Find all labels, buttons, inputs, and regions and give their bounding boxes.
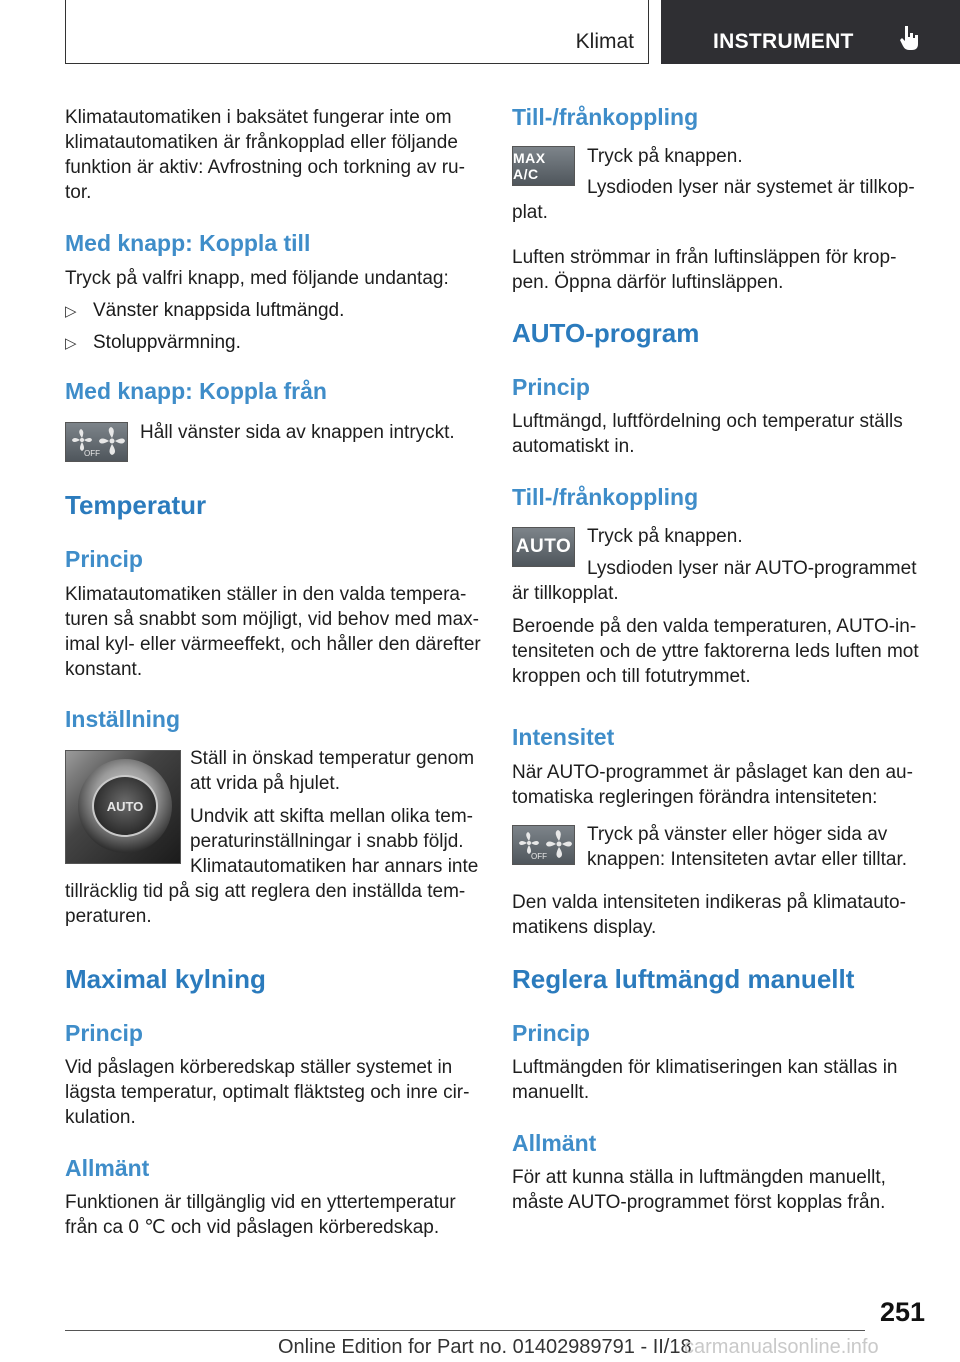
manual-princip-line-1: Luftmängden för klimatiseringen kan ställas in [512,1057,898,1078]
till1-line-1: Tryck på knappen. [587,146,743,167]
till2-line-5: tensiteten och de yttre faktorerna leds luften mot [512,641,919,662]
bullet-item: ▷ Vänster knappsida luftmängd. [65,298,344,324]
knob-auto-label: AUTO [92,775,158,837]
manual-allmant-line-1: För att kunna ställa in luftmängden manuellt, [512,1167,886,1188]
install-line-5: Klimatautomatiken har annars inte [190,856,479,877]
manual-allmant-line-2: måste AUTO-programmet först kopplas från. [512,1192,886,1213]
bullet-item: ▷ Stoluppvärmning. [65,330,241,356]
koppla-fran-text: Håll vänster sida av knappen intryckt. [140,422,455,443]
princip2-line-1: Vid påslagen körberedskap ställer systemet in [65,1057,453,1078]
till2-line-1: Tryck på knappen. [587,526,743,547]
install-line-6: tillräcklig tid på sig att reglera den inställda tem- [65,881,466,902]
heading-reglera-luftmangd: Reglera luftmängd manuellt [512,964,855,994]
page-number: 251 [879,1297,925,1327]
max-ac-label: MAX A/C [513,150,546,182]
till1-line-2: Lysdioden lyser när systemet är tillkop- [587,177,915,198]
auto-princip-line-2: automatiskt in. [512,436,635,457]
intens-btn-line-1: Tryck på vänster eller höger sida av [587,824,888,845]
allmant-line-2: från ca 0 ℃ och vid påslagen körberedskap. [65,1217,440,1238]
heading-temperatur: Temperatur [65,490,207,520]
allmant-line-1: Funktionen är tillgänglig vid en yttertemperatur [65,1192,456,1213]
till2-line-6: kroppen och till fotutrymmet. [512,666,751,687]
manual-princip-line-2: manuellt. [512,1082,590,1103]
till2-line-3: är tillkopplat. [512,583,619,604]
header-section-box [65,0,649,64]
heading-auto-program: AUTO-program [512,318,700,348]
bullet-triangle-icon: ▷ [65,335,77,352]
till2-line-4: Beroende på den valda temperaturen, AUTO-in- [512,616,917,637]
heading-maximal-kylning: Maximal kylning [65,964,266,994]
header-section-title: Klimat [575,30,634,53]
intens-line-2: tomatiska regleringen förändra intensiteten: [512,787,878,808]
heading-princip: Princip [65,546,143,572]
intens-line-1: När AUTO-programmet är påslaget kan den au- [512,762,913,783]
touch-hand-icon [898,24,922,52]
intens-btn-line-2: knappen: Intensiteten avtar eller tilltar. [587,849,908,870]
heading-koppla-till: Med knapp: Koppla till [65,230,311,256]
princip2-line-2: lägsta temperatur, optimalt fläktsteg och inre cir- [65,1082,470,1103]
install-line-3: Undvik att skifta mellan olika tem- [190,806,473,827]
princip2-line-3: kulation. [65,1107,136,1128]
intro-line-4: tor. [65,182,92,203]
install-line-7: peraturen. [65,906,152,927]
heading-princip: Princip [512,374,590,400]
intro-line-1: Klimatautomatiken i baksätet fungerar inte om [65,107,452,128]
footer-edition: Online Edition for Part no. 01402989791 - II/18 [278,1336,692,1358]
svg-text:OFF: OFF [530,852,547,861]
till2-line-2: Lysdioden lyser när AUTO-programmet [587,558,917,579]
fan-off-button-image [512,825,575,865]
auto-princip-line-1: Luftmängd, luftfördelning och temperatur ställs [512,411,903,432]
intens-line-4: matikens display. [512,917,657,938]
intro-line-3: funktion är aktiv: Avfrostning och torkning av ru- [65,157,465,178]
fan-off-button-image [65,422,128,462]
heading-koppla-fran: Med knapp: Koppla från [65,378,327,404]
heading-princip: Princip [65,1020,143,1046]
intro-line-2: klimatautomatiken är frånkopplad eller följande [65,132,458,153]
till1-line-3: plat. [512,202,548,223]
heading-princip: Princip [512,1020,590,1046]
heading-till-frankoppling: Till-/frånkoppling [512,484,699,510]
svg-text:OFF: OFF [83,449,100,458]
princip-line-1: Klimatautomatiken ställer in den valda tempera- [65,584,467,605]
auto-button-label: AUTO [515,536,572,557]
install-line-2: att vrida på hjulet. [190,773,340,794]
install-line-4: peraturinställningar i snabb följd. [190,831,464,852]
heading-installning: Inställning [65,706,180,732]
auto-button-image [512,527,575,567]
bullet-triangle-icon: ▷ [65,303,77,320]
till1-line-4: Luften strömmar in från luftinsläppen för krop- [512,247,897,268]
max-ac-button-image [512,146,575,186]
fan-off-icon [515,828,573,862]
heading-allmant: Allmänt [512,1130,597,1156]
intens-line-3: Den valda intensiteten indikeras på klimatauto- [512,892,906,913]
fan-off-icon [68,425,126,459]
koppla-till-text: Tryck på valfri knapp, med följande undantag: [65,268,449,289]
heading-intensitet: Intensitet [512,724,615,750]
footer-divider [65,1330,865,1331]
temperature-knob-image [65,750,181,864]
footer-watermark: carmanualsonline.info [684,1336,879,1358]
princip-line-4: konstant. [65,659,143,680]
install-line-1: Ställ in önskad temperatur genom [190,748,475,769]
princip-line-2: turen så snabbt som möjligt, vid behov med max- [65,609,479,630]
header-chapter-tab[interactable] [661,0,960,64]
till1-line-5: pen. Öppna därför luftinsläppen. [512,272,784,293]
princip-line-3: imal kyl- eller värmeeffekt, och håller den därefter [65,634,481,655]
heading-allmant: Allmänt [65,1155,150,1181]
heading-till-frankoppling: Till-/frånkoppling [512,104,699,130]
header-chapter-label: INSTRUMENT [713,30,854,53]
